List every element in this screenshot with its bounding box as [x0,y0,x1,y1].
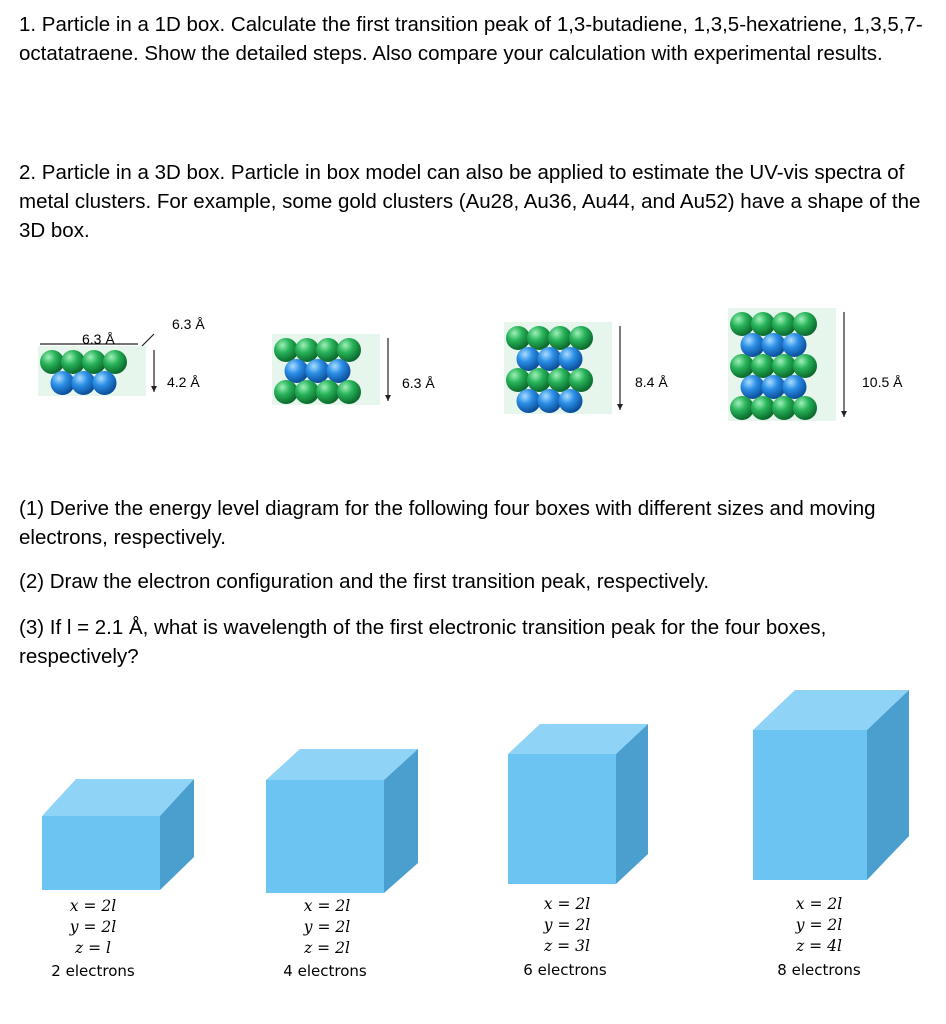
gold-atom-blue [517,347,541,371]
box-2-x: x = 2l [303,897,351,915]
gold-atom-green [793,312,817,336]
cluster-1-width-label: 6.3 Å [82,331,115,347]
gold-atom-green [730,396,754,420]
cluster-3-height-label: 8.4 Å [635,374,668,390]
gold-atom-blue [538,389,562,413]
question-2-text: 2. Particle in a 3D box. Particle in box model can also be applied to estimate the UV-vis spectra of metal clusters. For example, some gold clusters (Au28, Au36, Au44, and Au52) have a shape of the 3D box. [19,161,921,242]
gold-atom-green [569,368,593,392]
box-4-y: y = 2l [795,916,843,934]
box-3-cube [504,720,652,886]
box-3-dimensions [512,894,622,957]
gold-atom-blue [783,375,807,399]
subquestion-1-text: (1) Derive the energy level diagram for the following four boxes with different sizes and moving electrons, respectively. [19,497,876,549]
box-1-x: x = 2l [69,897,117,915]
box-2-front-face [266,780,384,893]
box-1-cube [38,775,198,895]
gold-atom-green [730,354,754,378]
box-1-y: y = 2l [69,918,117,936]
gold-atom-green [274,338,298,362]
gold-atom-green [569,326,593,350]
box-3-z: z = 3l [544,937,590,955]
gold-atom-green [274,380,298,404]
gold-atom-blue [783,333,807,357]
gold-atom-blue [285,359,309,383]
gold-atom-green [772,354,796,378]
gold-atom-green [103,350,127,374]
depth-arrow [142,334,154,346]
box-2-electrons: 4 electrons [283,962,367,980]
gold-atom-blue [306,359,330,383]
box-1-z: z = l [75,939,111,957]
gold-atom-blue [93,371,117,395]
gold-atom-green [793,354,817,378]
gold-atom-green [337,380,361,404]
gold-atom-green [506,368,530,392]
cluster-1-depth-label: 6.3 Å [172,316,205,332]
gold-atom-green [40,350,64,374]
box-1-electrons: 2 electrons [51,962,135,980]
gold-atom-green [548,368,572,392]
gold-atom-green [506,326,530,350]
box-4-front-face [753,730,867,880]
gold-atom-blue [72,371,96,395]
box-2-cube [262,745,422,895]
subquestion-3-text: (3) If l = 2.1 Å, what is wavelength of the first electronic transition peak for the four boxes, respectively? [19,616,827,668]
box-3-x: x = 2l [543,895,591,913]
gold-atom-green [61,350,85,374]
gold-atom-green [316,380,340,404]
box-4-cube [749,686,913,884]
gold-atom-green [295,380,319,404]
gold-cluster-2 [268,318,398,450]
box-2-y: y = 2l [303,918,351,936]
arrow-head [151,386,157,392]
gold-atom-blue [538,347,562,371]
box-2-dimensions [272,896,382,959]
gold-atom-green [772,396,796,420]
box-1-front-face [42,816,160,890]
gold-atom-green [730,312,754,336]
box-4-z: z = 4l [796,937,842,955]
cluster-1-height-label: 4.2 Å [167,374,200,390]
box-1-dimensions [38,896,148,959]
gold-atom-blue [762,333,786,357]
gold-atom-blue [559,389,583,413]
box-3-electrons: 6 electrons [523,961,607,979]
gold-atom-green [751,354,775,378]
gold-atom-green [527,326,551,350]
gold-atom-blue [741,333,765,357]
box-4-dimensions [764,894,874,957]
cluster-4-height-label: 10.5 Å [862,374,903,390]
gold-atom-blue [559,347,583,371]
gold-atom-green [316,338,340,362]
gold-atom-green [82,350,106,374]
gold-atom-green [793,396,817,420]
cluster-2-height-label: 6.3 Å [402,375,435,391]
box-2-z: z = 2l [304,939,350,957]
arrow-head [617,404,623,410]
gold-atom-green [295,338,319,362]
gold-atom-green [751,396,775,420]
gold-atom-green [548,326,572,350]
gold-atom-green [337,338,361,362]
gold-atom-green [751,312,775,336]
box-3-y: y = 2l [543,916,591,934]
gold-cluster-3 [500,306,630,458]
box-4-x: x = 2l [795,895,843,913]
gold-atom-green [527,368,551,392]
question-1-text: 1. Particle in a 1D box. Calculate the first transition peak of 1,3-butadiene, 1,3,5-hexatriene, 1,3,5,7-octatatraene. Show the detailed steps. Also compare your calculation with experimental results. [19,13,923,65]
subquestion-2-text: (2) Draw the electron configuration and the first transition peak, respectively. [19,570,710,593]
arrow-head [385,395,391,401]
box-4-electrons: 8 electrons [777,961,861,979]
box-3-front-face [508,754,616,884]
gold-atom-blue [517,389,541,413]
gold-atom-blue [51,371,75,395]
gold-atom-blue [741,375,765,399]
gold-atom-blue [327,359,351,383]
gold-atom-green [772,312,796,336]
gold-atom-blue [762,375,786,399]
arrow-head [841,411,847,417]
gold-cluster-4 [724,292,858,470]
